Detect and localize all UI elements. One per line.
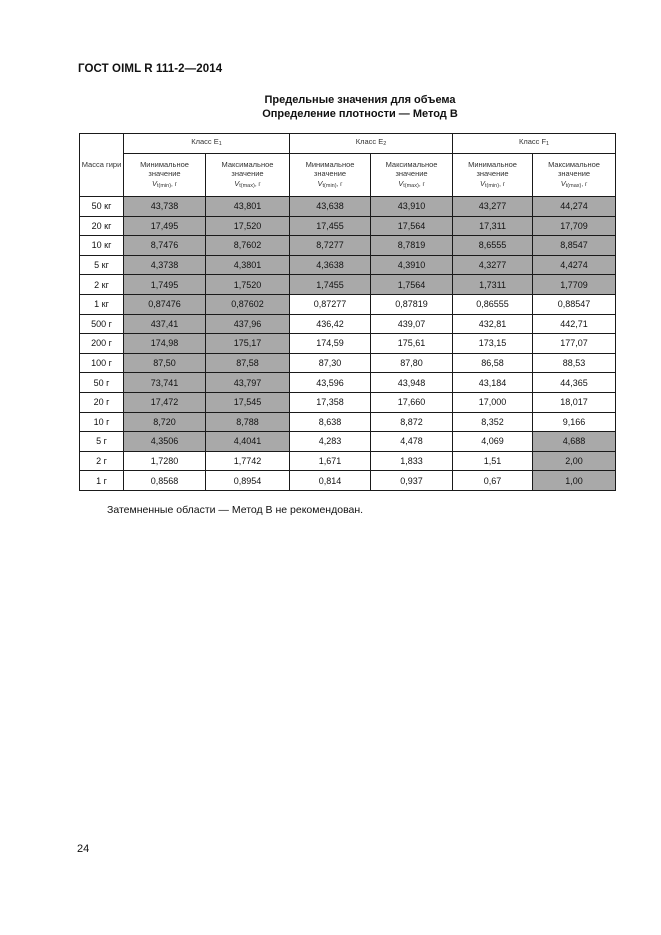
value-cell: 4,069 [453,432,533,452]
value-cell: 87,58 [206,353,290,373]
value-cell: 432,81 [453,314,533,334]
value-cell: 43,801 [206,197,290,217]
value-cell: 43,948 [371,373,453,393]
subheader-max-label: Максимальное значение [548,159,600,179]
document-id: ГОСТ OIML R 111-2—2014 [78,63,223,75]
table-row [80,451,616,471]
mass-cell: 100 г [80,353,124,373]
table-row [80,471,616,491]
value-cell: 87,50 [124,353,206,373]
subheader-min-class-2 [453,154,533,197]
value-cell: 4,3801 [206,255,290,275]
mass-cell: 5 г [80,432,124,452]
value-cell: 442,71 [533,314,616,334]
value-cell: 44,365 [533,373,616,393]
subheader-max-class-1 [371,154,453,197]
value-cell: 18,017 [533,392,616,412]
value-cell: 88,53 [533,353,616,373]
mass-column-header: Масса гири [80,134,124,197]
subheader-min-label: Минимальное значение [468,159,517,179]
value-cell: 0,86555 [453,294,533,314]
table-title-line-2: Определение плотности — Метод В [262,108,458,120]
table-row [80,275,616,295]
table-row [80,216,616,236]
value-cell: 0,87277 [290,294,371,314]
value-cell: 43,738 [124,197,206,217]
value-cell: 8,352 [453,412,533,432]
value-cell: 0,87602 [206,294,290,314]
value-cell: 17,000 [453,392,533,412]
volume-limits-table [79,133,616,491]
value-cell: 4,3738 [124,255,206,275]
value-cell: 43,184 [453,373,533,393]
mass-cell: 20 г [80,392,124,412]
mass-cell: 20 кг [80,216,124,236]
value-cell: 0,88547 [533,294,616,314]
table-title-line-1: Предельные значения для объема [264,94,456,106]
value-cell: 4,3910 [371,255,453,275]
table-body [80,197,616,491]
value-cell: 0,937 [371,471,453,491]
subheader-max-symbol: Vt(max), г [234,178,261,189]
value-cell: 1,7709 [533,275,616,295]
value-cell: 1,7742 [206,451,290,471]
table-row [80,353,616,373]
value-cell: 173,15 [453,334,533,354]
value-cell: 73,741 [124,373,206,393]
subheader-min-symbol: Vt(min), г [151,178,178,189]
value-cell: 8,788 [206,412,290,432]
subheader-max-label: Максимальное значение [221,159,274,179]
value-cell: 17,472 [124,392,206,412]
value-cell: 17,520 [206,216,290,236]
value-cell: 1,7280 [124,451,206,471]
subheader-min-symbol: Vt(min), г [317,178,343,189]
mass-cell: 50 г [80,373,124,393]
table-title [80,93,640,121]
class-header-e1: Класс E1 [124,134,290,154]
subheader-min-class-0 [124,154,206,197]
mass-cell: 1 г [80,471,124,491]
value-cell: 87,30 [290,353,371,373]
value-cell: 1,833 [371,451,453,471]
table-row [80,334,616,354]
value-cell: 4,3638 [290,255,371,275]
value-cell: 2,00 [533,451,616,471]
mass-cell: 500 г [80,314,124,334]
class-header-e2: Класс E2 [290,134,453,154]
value-cell: 8,872 [371,412,453,432]
value-cell: 1,7564 [371,275,453,295]
subheader-min-class-1 [290,154,371,197]
value-cell: 17,495 [124,216,206,236]
value-cell: 8,7277 [290,236,371,256]
table-header [80,134,616,197]
value-cell: 43,596 [290,373,371,393]
value-cell: 0,814 [290,471,371,491]
value-cell: 177,07 [533,334,616,354]
value-cell: 4,478 [371,432,453,452]
value-cell: 1,7520 [206,275,290,295]
value-cell: 4,4274 [533,255,616,275]
subheader-min-label: Минимальное значение [305,159,355,179]
table-row [80,236,616,256]
mass-cell: 10 г [80,412,124,432]
value-cell: 437,96 [206,314,290,334]
value-cell: 8,7476 [124,236,206,256]
table-row [80,373,616,393]
class-header-f1: Класс F1 [453,134,616,154]
table-row [80,392,616,412]
value-cell: 175,61 [371,334,453,354]
value-cell: 43,638 [290,197,371,217]
value-cell: 0,87819 [371,294,453,314]
shading-note: Затемненные области — Метод В не рекомендован. [107,504,364,516]
subheader-max-symbol: Vt(max), г [560,178,588,189]
value-cell: 44,274 [533,197,616,217]
value-cell: 8,7819 [371,236,453,256]
value-cell: 1,671 [290,451,371,471]
mass-cell: 2 г [80,451,124,471]
value-cell: 8,720 [124,412,206,432]
subheader-max-symbol: Vt(max), г [398,178,425,189]
value-cell: 43,277 [453,197,533,217]
value-cell: 4,4041 [206,432,290,452]
value-cell: 174,98 [124,334,206,354]
table-row [80,255,616,275]
mass-cell: 5 кг [80,255,124,275]
value-cell: 175,17 [206,334,290,354]
value-cell: 0,8568 [124,471,206,491]
mass-cell: 2 кг [80,275,124,295]
subheader-max-class-0 [206,154,290,197]
value-cell: 8,638 [290,412,371,432]
value-cell: 1,00 [533,471,616,491]
value-cell: 0,87476 [124,294,206,314]
value-cell: 17,455 [290,216,371,236]
value-cell: 436,42 [290,314,371,334]
mass-cell: 10 кг [80,236,124,256]
subheader-max-class-2 [533,154,616,197]
value-cell: 4,283 [290,432,371,452]
value-cell: 8,6555 [453,236,533,256]
value-cell: 1,7311 [453,275,533,295]
value-cell: 439,07 [371,314,453,334]
value-cell: 17,564 [371,216,453,236]
table-row [80,294,616,314]
value-cell: 1,7495 [124,275,206,295]
value-cell: 17,660 [371,392,453,412]
subheader-max-label: Максимальное значение [385,159,438,179]
table-row [80,314,616,334]
page-number: 24 [77,843,90,855]
value-cell: 43,797 [206,373,290,393]
table-row [80,197,616,217]
table-row [80,432,616,452]
value-cell: 174,59 [290,334,371,354]
value-cell: 43,910 [371,197,453,217]
value-cell: 0,8954 [206,471,290,491]
value-cell: 9,166 [533,412,616,432]
value-cell: 87,80 [371,353,453,373]
mass-cell: 200 г [80,334,124,354]
value-cell: 86,58 [453,353,533,373]
mass-cell: 1 кг [80,294,124,314]
table-row [80,412,616,432]
value-cell: 8,8547 [533,236,616,256]
value-cell: 1,7455 [290,275,371,295]
value-cell: 17,545 [206,392,290,412]
value-cell: 8,7602 [206,236,290,256]
value-cell: 4,688 [533,432,616,452]
value-cell: 17,709 [533,216,616,236]
value-cell: 4,3277 [453,255,533,275]
value-cell: 17,311 [453,216,533,236]
value-cell: 0,67 [453,471,533,491]
subheader-min-symbol: Vt(min), г [480,178,506,189]
value-cell: 1,51 [453,451,533,471]
value-cell: 437,41 [124,314,206,334]
value-cell: 4,3506 [124,432,206,452]
mass-cell: 50 кг [80,197,124,217]
subheader-row [80,154,616,197]
subheader-min-label: Минимальное значение [140,159,189,179]
value-cell: 17,358 [290,392,371,412]
